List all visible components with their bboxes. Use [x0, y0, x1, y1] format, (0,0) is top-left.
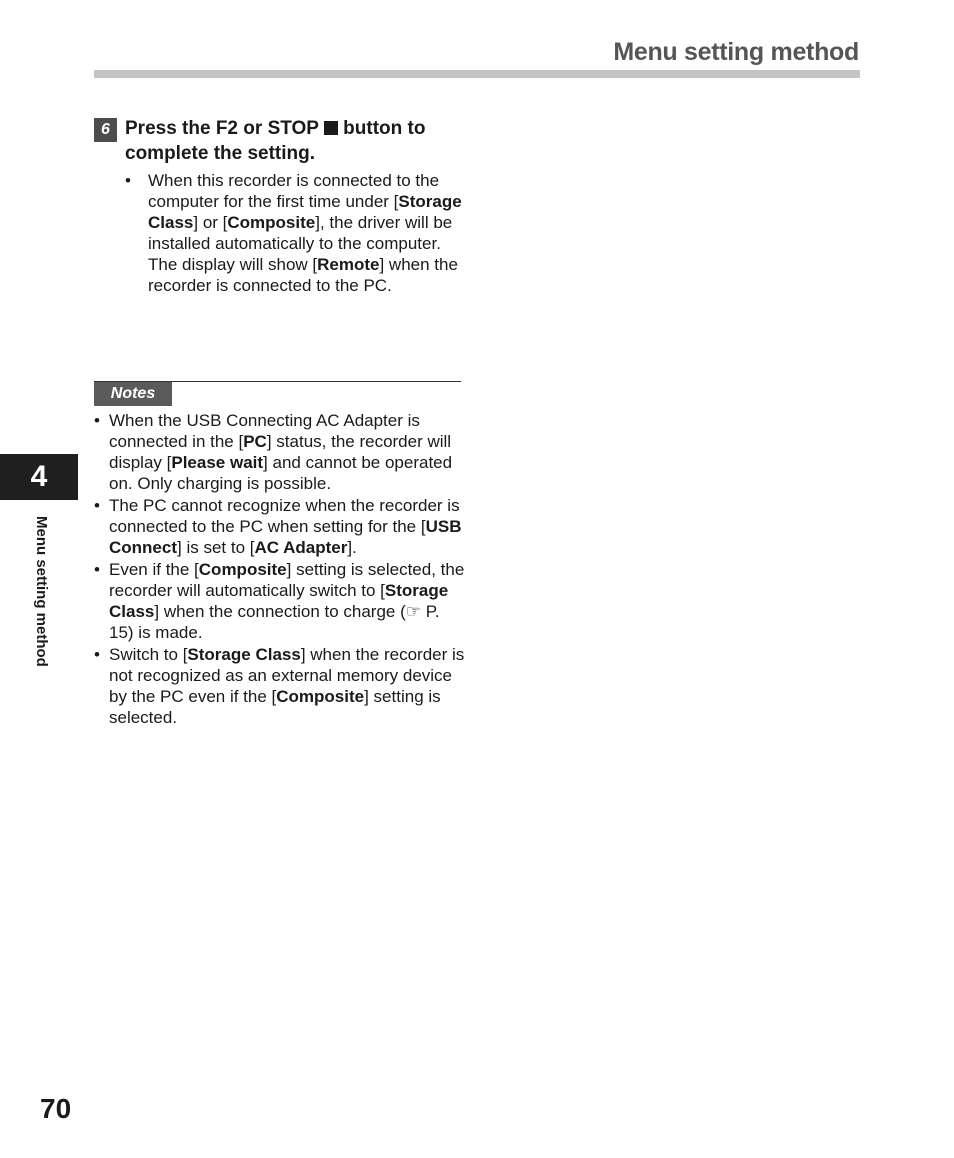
- chapter-side-label: Menu setting method: [33, 516, 50, 667]
- list-item: [94, 559, 466, 643]
- bullet-icon: •: [94, 560, 100, 579]
- page-header-title: Menu setting method: [613, 38, 859, 66]
- stop-square-icon: [324, 121, 338, 135]
- step-title: [125, 116, 465, 166]
- bullet-text: When this recorder is connected to the computer for the first time under [Storage Class] or [Composite], the driver will be installed automatically to the computer. The display will show [Remote] when the recorder is connected to the PC.: [148, 171, 462, 295]
- chapter-tab: 4: [0, 454, 78, 500]
- step-bullet: [125, 170, 465, 296]
- notes-list: [94, 410, 466, 729]
- note-text: Switch to [Storage Class] when the recorder is not recognized as an external memory device by the PC even if the [Composite] setting is selected.: [109, 645, 465, 727]
- list-item: [94, 644, 466, 728]
- bullet-icon: •: [125, 171, 131, 190]
- bullet-icon: •: [94, 645, 100, 664]
- step-title-text: button to complete the setting.: [125, 118, 426, 164]
- list-item: [94, 495, 466, 558]
- step-title-text: or: [238, 118, 268, 139]
- list-item: [125, 170, 465, 296]
- notes-label: Notes: [94, 382, 172, 406]
- header-rule: [94, 70, 860, 78]
- key-stop: STOP: [267, 118, 319, 139]
- bullet-icon: •: [94, 496, 100, 515]
- list-item: [94, 410, 466, 494]
- note-text: When the USB Connecting AC Adapter is connected in the [PC] status, the recorder will display [Please wait] and cannot be operated on. Only charging is possible.: [109, 411, 453, 493]
- page-number: 70: [40, 1093, 72, 1124]
- bullet-icon: •: [94, 411, 100, 430]
- note-text: Even if the [Composite] setting is selected, the recorder will automatically switch to [Storage Class] when the connection to charge (☞ P. 15) is made.: [109, 560, 465, 642]
- note-text: The PC cannot recognize when the recorder is connected to the PC when setting for the [USB Connect] is set to [AC Adapter].: [109, 496, 462, 557]
- step-number-badge: 6: [94, 118, 117, 142]
- step-title-text: Press the: [125, 118, 216, 139]
- key-f2: F2: [215, 118, 239, 139]
- notes-header: [94, 381, 461, 407]
